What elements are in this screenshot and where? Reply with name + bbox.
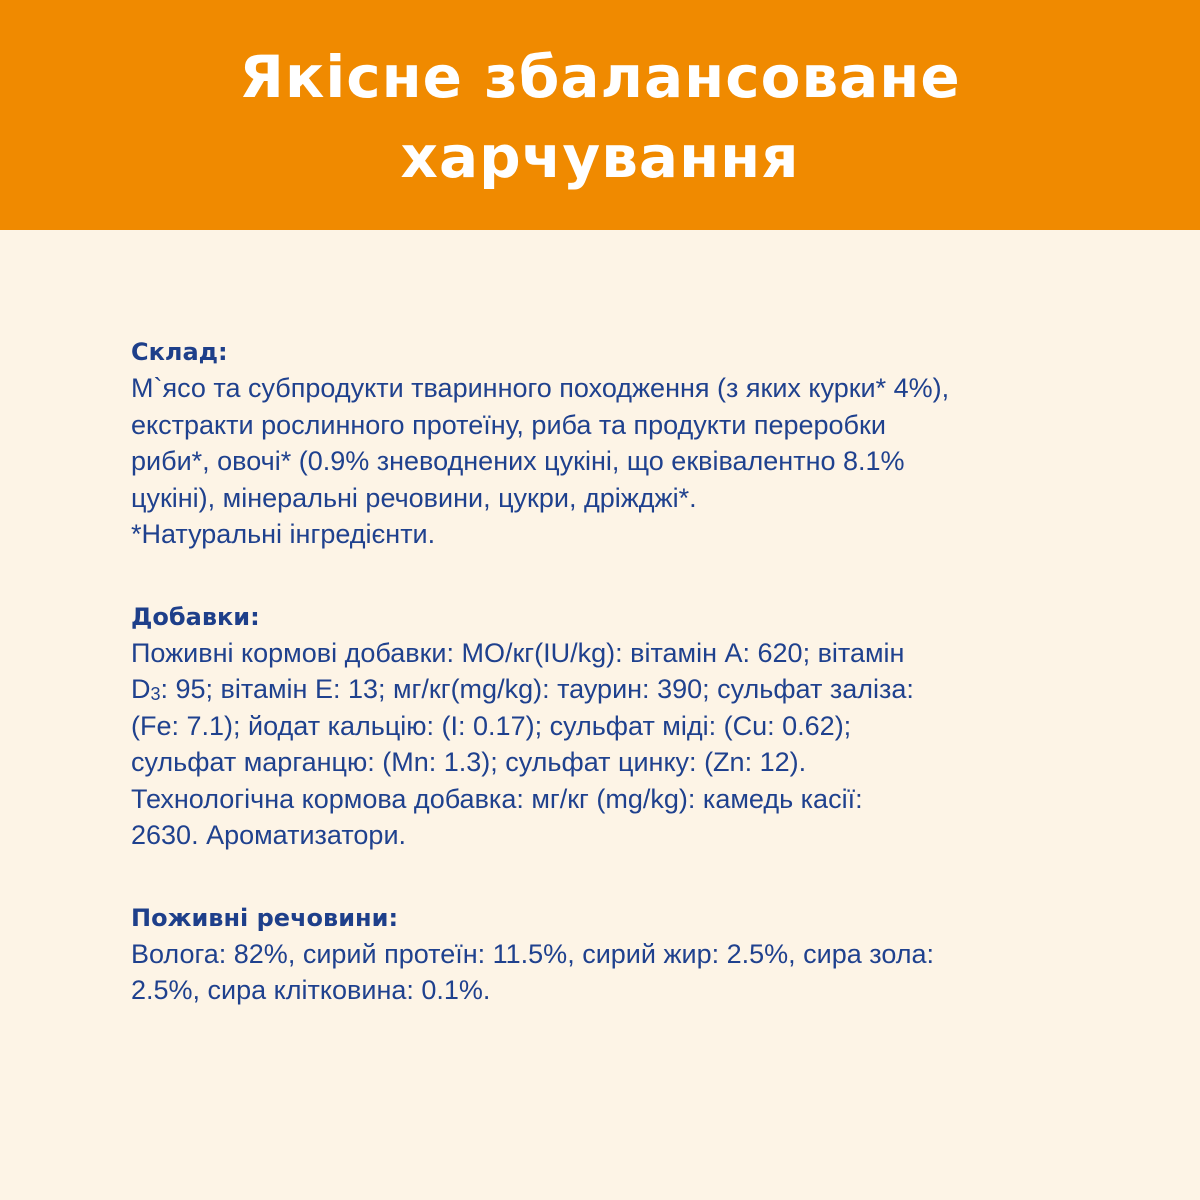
additives-line-rest: : 95; вітамін Е: 13; мг/кг(mg/kg): таурин: 390; сульфат заліза:: [160, 674, 914, 704]
composition-text: [131, 370, 1131, 553]
nutrients-line: Волога: 82%, сирий протеїн: 11.5%, сирий жир: 2.5%, сира зола:: [131, 938, 935, 969]
additives-text: [131, 635, 1131, 854]
additives-section: [131, 599, 1131, 854]
natural-ingredients-note: *Натуральні інгредієнти.: [131, 519, 436, 549]
additives-line: 2630. Ароматизатори.: [131, 820, 407, 850]
title-banner: [0, 0, 1200, 230]
composition-section: [131, 334, 1131, 553]
composition-heading: Склад:: [131, 338, 228, 366]
ingredients-content: [131, 334, 1131, 1009]
page-title-line-2: харчування: [400, 123, 800, 191]
nutrients-text: [131, 936, 1131, 1009]
composition-line: М`ясо та субпродукти тваринного походження (з яких курки* 4%),: [131, 373, 950, 403]
additives-line: сульфат марганцю: (Mn: 1.3); сульфат цинку: (Zn: 12).: [131, 747, 807, 777]
composition-line: цукіні), мінеральні речовини, цукри, дріжджі*.: [131, 482, 697, 513]
nutrients-heading: Поживні речовини:: [131, 903, 399, 932]
nutrients-line: 2.5%, сира клітковина: 0.1%.: [131, 975, 491, 1005]
additives-heading: Добавки:: [131, 602, 260, 631]
page-title-line-1: Якісне збалансоване: [239, 43, 961, 111]
page-title: [239, 33, 960, 197]
composition-line: екстракти рослинного протеїну, риба та продукти переробки: [131, 409, 886, 440]
nutrients-section: [131, 900, 1131, 1009]
additives-line: Технологічна кормова добавка: мг/кг (mg/kg): камедь касії:: [131, 783, 863, 814]
composition-line: риби*, овочі* (0.9% зневоднених цукіні, що еквівалентно 8.1%: [131, 446, 905, 476]
additives-line: Поживні кормові добавки: МО/кг(IU/kg): вітамін А: 620; вітамін: [131, 637, 905, 668]
additives-line: [131, 671, 1131, 708]
vitamin-d-label: D: [131, 674, 151, 704]
additives-line: (Fe: 7.1); йодат кальцію: (I: 0.17); сульфат міді: (Cu: 0.62);: [131, 710, 852, 741]
vitamin-d-subscript: 3: [150, 684, 161, 704]
